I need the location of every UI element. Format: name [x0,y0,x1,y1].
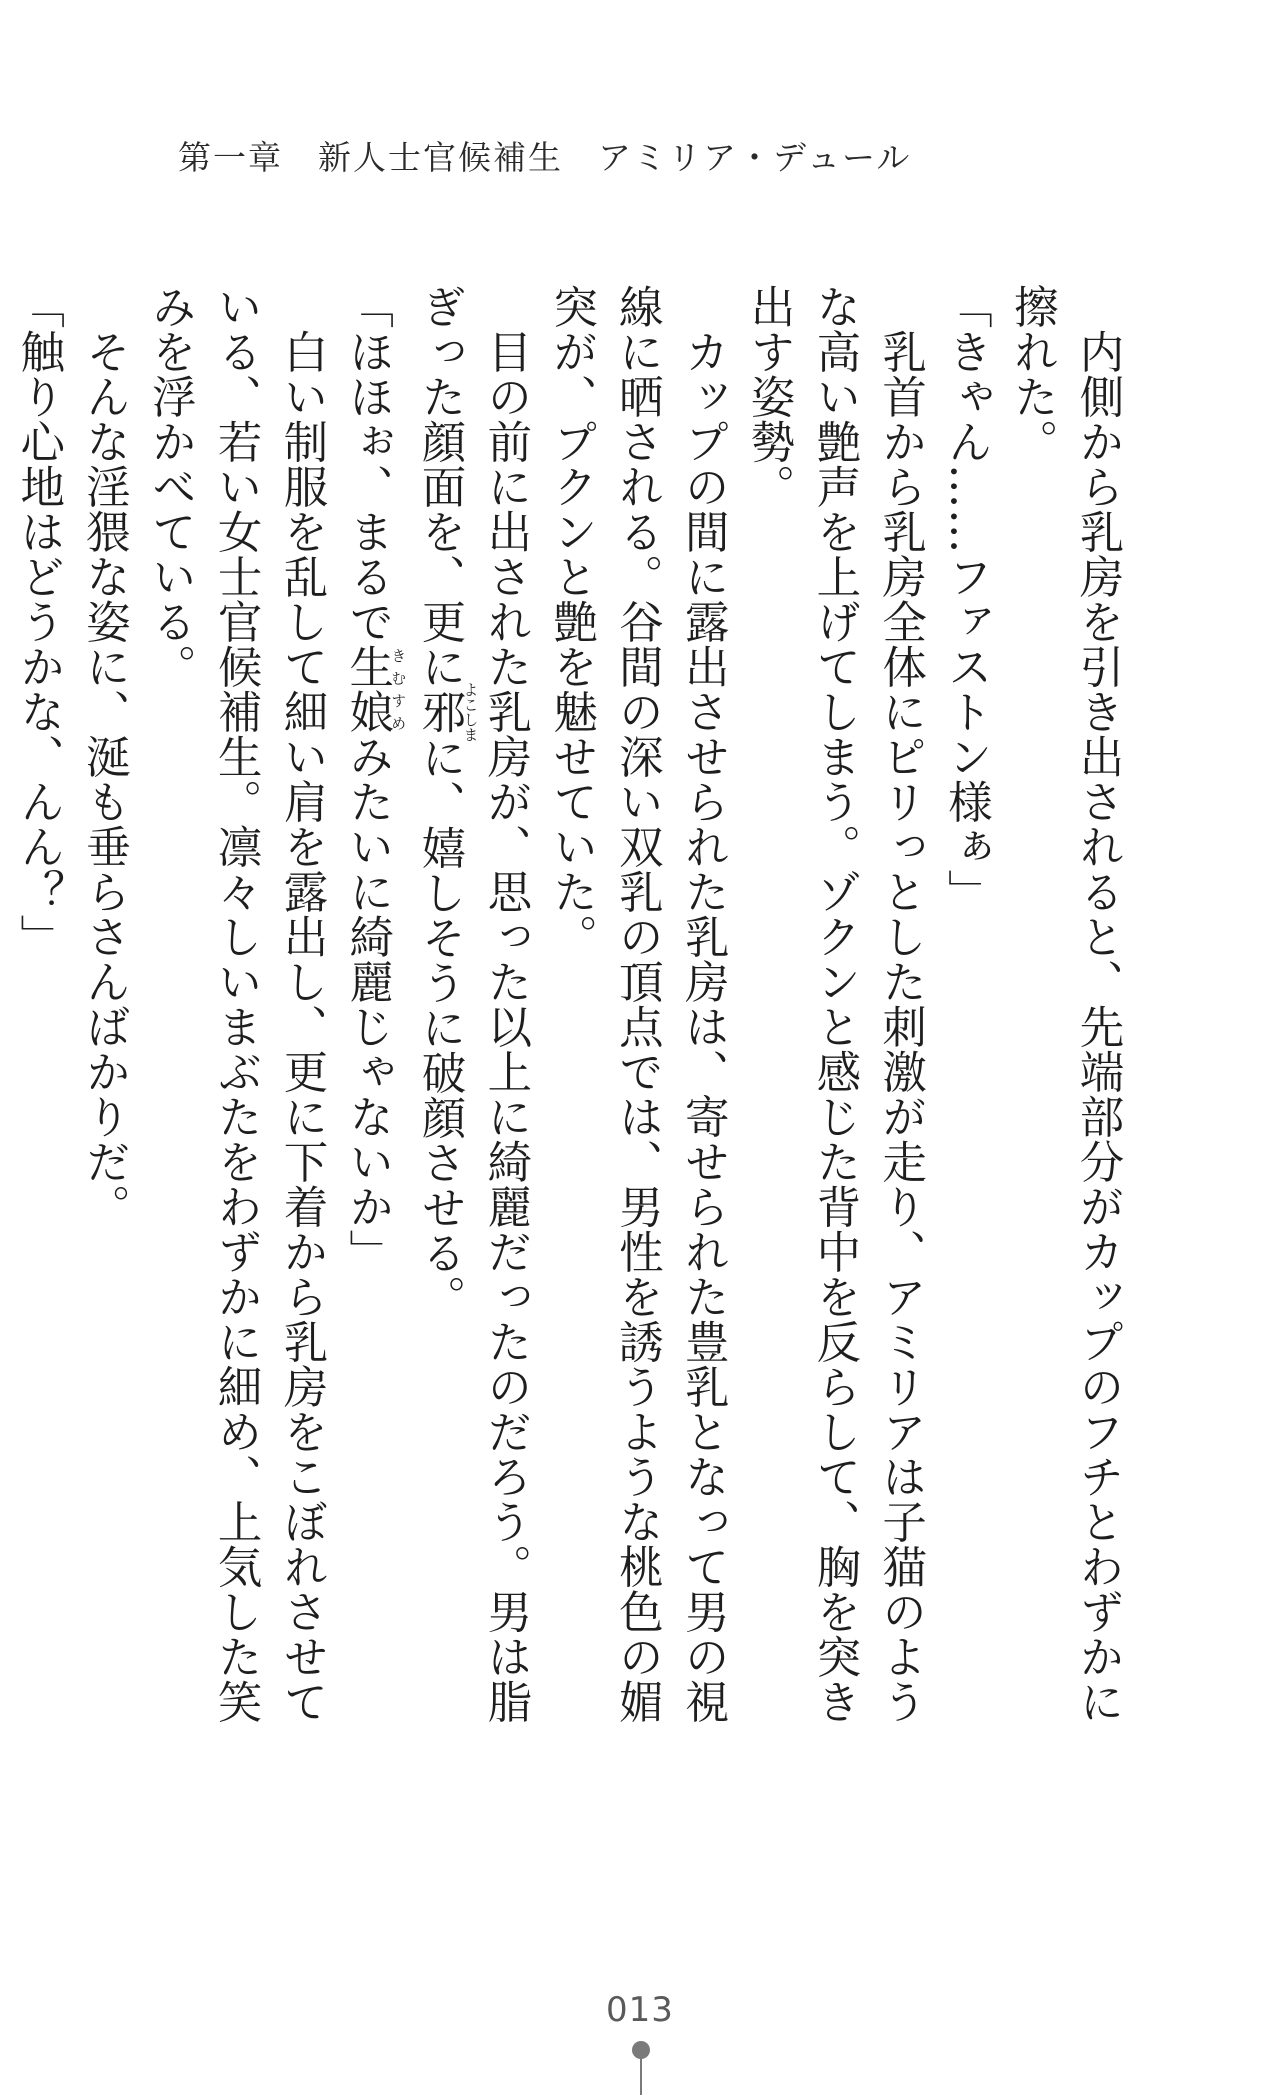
page-number: 013 [606,1990,674,2030]
body-text [12,284,1130,1744]
ruby-reading: よこしま [461,682,480,742]
dialogue-line: 「触り心地はどうかな、んん？」 [12,284,64,959]
dialogue-line: 「きゃん……ファストン様ぁ」 [940,284,992,914]
dialogue-line [334,284,406,1744]
ruby-base: 邪 [414,682,466,742]
paragraph: 乳首から乳房全体にピリっとした刺激が走り、アミリアは子猫のような高い艶声を上げてしまう。ゾクンと感じた背中を反らして、胸を突き出す姿勢。 [743,284,926,1724]
paragraph: 内側から乳房を引き出されると、先端部分がカップのフチとわずかに擦れた。 [1006,284,1123,1724]
folio-line-ornament [640,2058,642,2095]
paragraph [0,284,5,1744]
folio-dot-ornament [632,2041,650,2059]
ruby-annotation [414,682,480,742]
text-run: に、嬉しそうに破顔させる。 [414,735,466,1320]
ruby-annotation [341,644,408,734]
text-run: 「ほほぉ、まるで [341,284,393,644]
paragraph: そんな淫猥な姿に、涎も垂らさんばかりだ。 [78,328,130,1229]
paragraph: カップの間に露出させられた乳房は、寄せられた豊乳となって男の視線に晒される。谷間の深い双乳の頂点では、男性を誘うような桃色の媚突が、プクンと艶を魅せていた。 [545,284,729,1724]
running-header: 第一章 新人士官候補生 アミリア・デュール [178,138,912,177]
paragraph: 白い制服を乱して細い肩を露出し、更に下着から乳房をこぼれさせている、若い女士官候補生。凛々しいまぶたをわずかに細め、上気した笑みを浮かべている。 [144,284,327,1724]
paragraph [406,284,538,1744]
text-run: みたいに綺麗じゃないか」 [341,734,393,1274]
text-run: 目の前に出された乳房が、思った以上に綺麗だったのだろう。男は脂ぎった顔面を、更に [414,284,531,1724]
ruby-base: 生娘 [341,644,393,734]
ruby-reading: きむすめ [389,644,408,734]
